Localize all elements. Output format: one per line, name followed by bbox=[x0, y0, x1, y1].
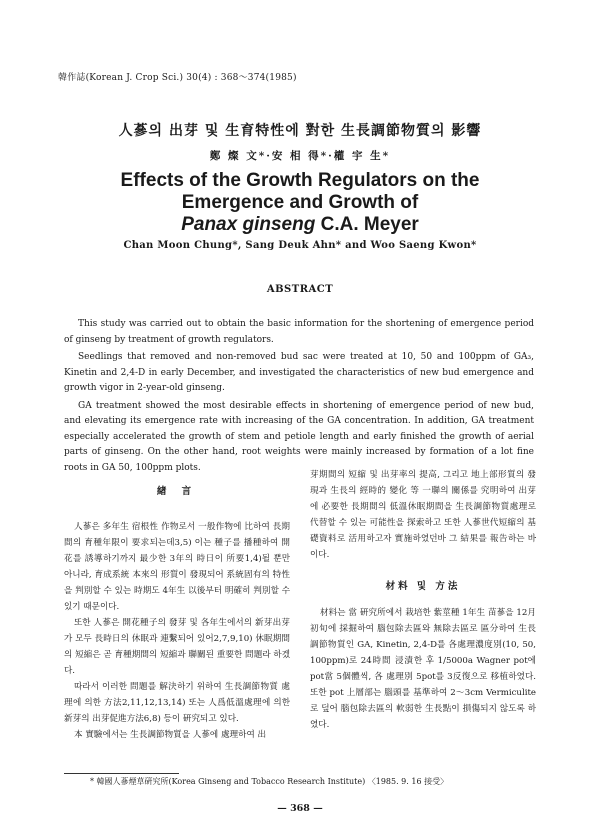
footnote-rule bbox=[64, 773, 179, 774]
intro-paragraph-2: 또한 人蔘은 開花種子의 發芽 및 各年生에서의 新芽出芽가 모두 長時日의 休眠과 連繫되어 있어2,7,9,10) 休眠期間의 短縮은 곧 育種期間의 短縮과 聯關된 重要한 問題라 하겠다. bbox=[64, 618, 290, 676]
intro-paragraph-1: 人蔘은 多年生 宿根性 作物로서 一般作物에 比하여 長期間의 育種年限이 要求되는데3,5) 이는 種子를 播種하여 開花를 誘導하기까지 最少한 3年의 時日이 所要1,4)될 뿐만 아니라, 育成系統 本來의 形質이 發現되어 系統固有의 特性을 判別할 수 있는 時期도 4年生 以後부터 明確히 判別할 수 있기 때문이다. bbox=[64, 522, 290, 612]
species-authority: C.A. Meyer bbox=[315, 214, 419, 235]
journal-citation: 韓作誌(Korean J. Crop Sci.) 30(4) : 368～374(1985) bbox=[58, 73, 297, 83]
page-number: — 368 — bbox=[277, 803, 323, 814]
korean-authors: 鄭 燦 文*·安 相 得*·權 宇 生* bbox=[209, 150, 391, 162]
right-column bbox=[310, 467, 536, 733]
intro-paragraph-4: 本 實驗에서는 生長調節物質을 人蔘에 處理하여 出 bbox=[74, 730, 267, 740]
left-column bbox=[64, 467, 290, 743]
abstract-paragraph-1: This study was carried out to obtain the basic information for the shortening of emergence period of ginseng by treatment of growth regulators. bbox=[64, 319, 534, 345]
methods-paragraph-1: 材料는 當 硏究所에서 栽培한 紫莖種 1年生 苗蔘을 12月初旬에 採掘하여 腦包除去區와 無除去區로 區分하여 生長調節物質인 GA, Kinetin, 2,4-D를 各處理濃度別(10, 50, 100ppm)로 24時間 浸漬한 후 1/5000a Wagner pot에 pot當 5個體씩, 各 處理別 5pot를 3反復으로 移植하였다. 또한 pot 上層部는 腦頭를 基準하여 2～3cm Vermiculite로 덮어 腦包除去區의 軟弱한 生長點이 損傷되지 않도록 하였다. bbox=[310, 608, 536, 730]
intro-paragraph-3: 따라서 이러한 問題를 解決하기 위하여 生長調節物質 處理에 의한 方法2,11,12,13,14) 또는 人爲低溫處理에 의한 新芽의 出芽促進方法6,8) 등이 硏究되고 있다. bbox=[64, 682, 290, 724]
abstract-paragraph-2: Seedlings that removed and non-removed bud sac were treated at 10, 50 and 100ppm of GA₃, Kinetin and 2,4-D in early December, and investigated the characteristics of new bud emergence and growth vigor in 2-year-old ginseng. bbox=[64, 352, 534, 393]
english-title-line1: Effects of the Growth Regulators on the bbox=[120, 170, 480, 191]
species-name: Panax ginseng bbox=[181, 214, 316, 235]
intro-continuation: 芽期間의 短縮 및 出芽率의 提高, 그리고 地上部形質의 發現과 生長의 經時的 變化 等 一聯의 關係를 究明하여 出芽에 必要한 長期間의 低溫休眠期間을 生長調節物質處理로 代替할 수 있는 可能性을 探索하고 또한 人蔘世代短縮의 基礎資料로 活用하고자 實施하였던바 그 結果를 報告하는 바이다. bbox=[310, 470, 536, 560]
introduction-heading: 緖 言 bbox=[156, 486, 198, 497]
methods-heading: 材料 및 方法 bbox=[385, 581, 461, 592]
abstract-paragraph-3: GA treatment showed the most desirable effects in shortening of emergence period of new bud, and elevating its emergence rate with increasing of the GA concentration. In addition, GA treatment especially accelerated the growth of stem and petiole length and early finished the growth of aerial parts of ginseng. On the other hand, root weights were mainly increased by formation of a lot fine roots in GA 50, 100ppm plots. bbox=[64, 400, 534, 473]
english-title bbox=[0, 170, 600, 236]
korean-title: 人蔘의 出芽 및 生育特性에 對한 生長調節物質의 影響 bbox=[118, 123, 482, 139]
abstract-heading: ABSTRACT bbox=[266, 284, 334, 295]
english-title-line2: Emergence and Growth of bbox=[181, 192, 419, 213]
english-title-line3 bbox=[0, 214, 600, 236]
affiliation-footnote: * 韓國人蔘煙草硏究所(Korea Ginseng and Tobacco Research Institute) 〈1985. 9. 16 接受〉 bbox=[90, 777, 449, 786]
english-authors: Chan Moon Chung*, Sang Deuk Ahn* and Woo Saeng Kwon* bbox=[123, 240, 477, 251]
abstract-body bbox=[64, 317, 534, 478]
